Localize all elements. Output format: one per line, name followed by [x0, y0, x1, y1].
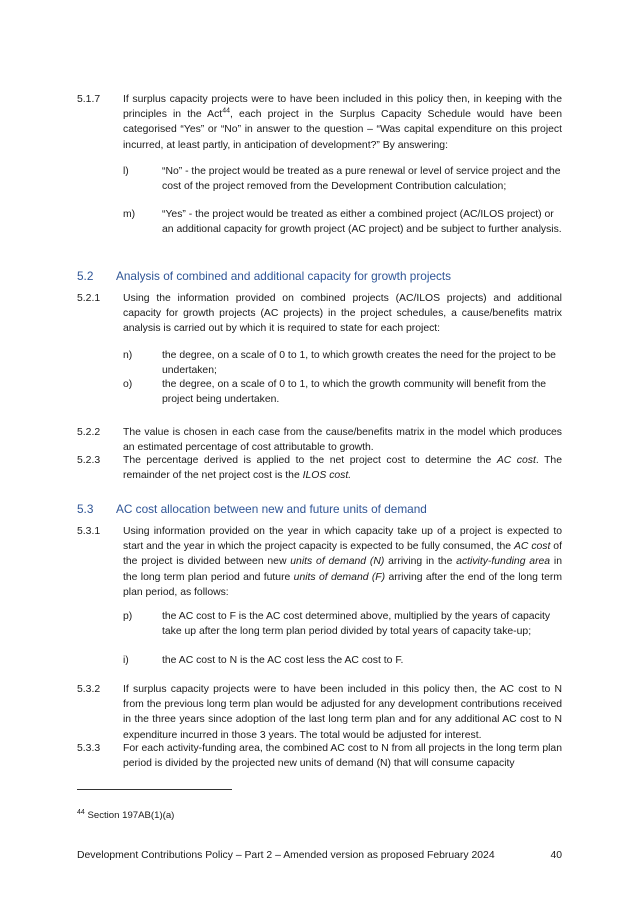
paragraph-number: 5.3.2	[77, 684, 101, 695]
paragraph-text: For each activity-funding area, the combined AC cost to N from all projects in the long term plan period is divided by the projected new units of demand (N) that will consume capacity	[123, 743, 562, 770]
list-item-n	[123, 348, 563, 378]
footer-title: Development Contributions Policy – Part 2 – Amended version as proposed February 2024	[77, 850, 495, 861]
list-item-label: o)	[123, 379, 133, 390]
paragraph-text: The percentage derived is applied to the net project cost to determine the AC cost. The remainder of the net project cost is the ILOS cost.	[123, 455, 562, 482]
page-number: 40	[550, 850, 562, 861]
section-heading-5-3	[77, 502, 562, 516]
paragraph-text: If surplus capacity projects were to have been included in this policy then, the AC cost to N from the previous long term plan would be adjusted for any development contributions received in the three years since adoption of the last long term plan and for any additional AC cost to N expenditure incurred in those 3 years. The total would be adjusted for interest.	[123, 684, 562, 741]
section-title: Analysis of combined and additional capacity for growth projects	[116, 269, 452, 283]
list-item-text: the degree, on a scale of 0 to 1, to which growth creates the need for the project to be undertaken;	[162, 350, 556, 377]
page-footer	[77, 850, 562, 861]
list-item-text: the degree, on a scale of 0 to 1, to which the growth community will benefit from the project being undertaken.	[162, 379, 547, 406]
list-item-text: the AC cost to F is the AC cost determined above, multiplied by the years of capacity take up after the long term plan period divided by total years of capacity take-up;	[162, 611, 551, 638]
footnote-number: 44	[77, 808, 85, 816]
list-item-text: “No” - the project would be treated as a pure renewal or level of service project and the cost of the project removed from the Development Contribution calculation;	[162, 166, 561, 193]
paragraph-text: The value is chosen in each case from the cause/benefits matrix in the model which produces an estimated percentage of cost attributable to growth.	[123, 427, 562, 454]
section-heading-5-2	[77, 269, 562, 283]
list-item-label: m)	[123, 209, 136, 220]
paragraph-number: 5.2.2	[77, 427, 101, 438]
footnote-separator	[77, 789, 232, 790]
section-number: 5.2	[77, 269, 94, 283]
list-item-p	[123, 609, 563, 639]
paragraph-5-1-7	[77, 92, 562, 153]
paragraph-number: 5.3.3	[77, 743, 101, 754]
list-item-text: “Yes” - the project would be treated as either a combined project (AC/ILOS project) or an additional capacity for growth project (AC project) and be subject to further analysis.	[162, 209, 562, 236]
footnote-reference[interactable]: 44	[222, 107, 230, 115]
list-item-text: the AC cost to N is the AC cost less the AC cost to F.	[162, 655, 404, 666]
list-item-label: p)	[123, 611, 133, 622]
list-item-o	[123, 377, 563, 407]
paragraph-5-2-3	[77, 453, 562, 483]
paragraph-number: 5.1.7	[77, 94, 101, 105]
paragraph-number: 5.3.1	[77, 526, 101, 537]
paragraph-5-3-1	[77, 524, 562, 600]
paragraph-number: 5.2.3	[77, 455, 101, 466]
list-item-label: n)	[123, 350, 133, 361]
paragraph-text: Using information provided on the year in which capacity take up of a project is expected to start and the year in which the project capacity is expected to be fully consumed, the AC cost of the project is divided between new units of demand (N) arriving in the activity-funding area in the long term plan period and future units of demand (F) arriving after the end of the long term plan period, as follows:	[123, 526, 563, 598]
list-item-m	[123, 207, 563, 237]
footnote-text: Section 197AB(1)(a)	[84, 810, 175, 821]
paragraph-number: 5.2.1	[77, 293, 101, 304]
paragraph-text: If surplus capacity projects were to have been included in this policy then, in keeping with the principles in the Act$^{44}$, each project in the Surplus Capacity Schedule would have been categorised “Yes” or “No” in answer to the question – “Was capital expenditure on this project incurred, at least partly, in anticipation of development?” By answering:	[123, 94, 562, 151]
list-item-l	[123, 164, 563, 194]
paragraph-5-2-1	[77, 291, 562, 337]
list-item-label: l)	[123, 166, 129, 177]
paragraph-text: Using the information provided on combined projects (AC/ILOS projects) and additional capacity for growth projects (AC projects) in the project schedules, a cause/benefits matrix analysis is carried out by which it is required to state for each project:	[123, 293, 562, 335]
section-title: AC cost allocation between new and future units of demand	[116, 502, 427, 516]
paragraph-5-3-3	[77, 741, 562, 771]
list-item-i	[123, 653, 563, 668]
section-number: 5.3	[77, 502, 94, 516]
footnote	[77, 810, 174, 821]
list-item-label: i)	[123, 655, 129, 666]
paragraph-5-3-2	[77, 682, 562, 743]
paragraph-5-2-2	[77, 425, 562, 455]
